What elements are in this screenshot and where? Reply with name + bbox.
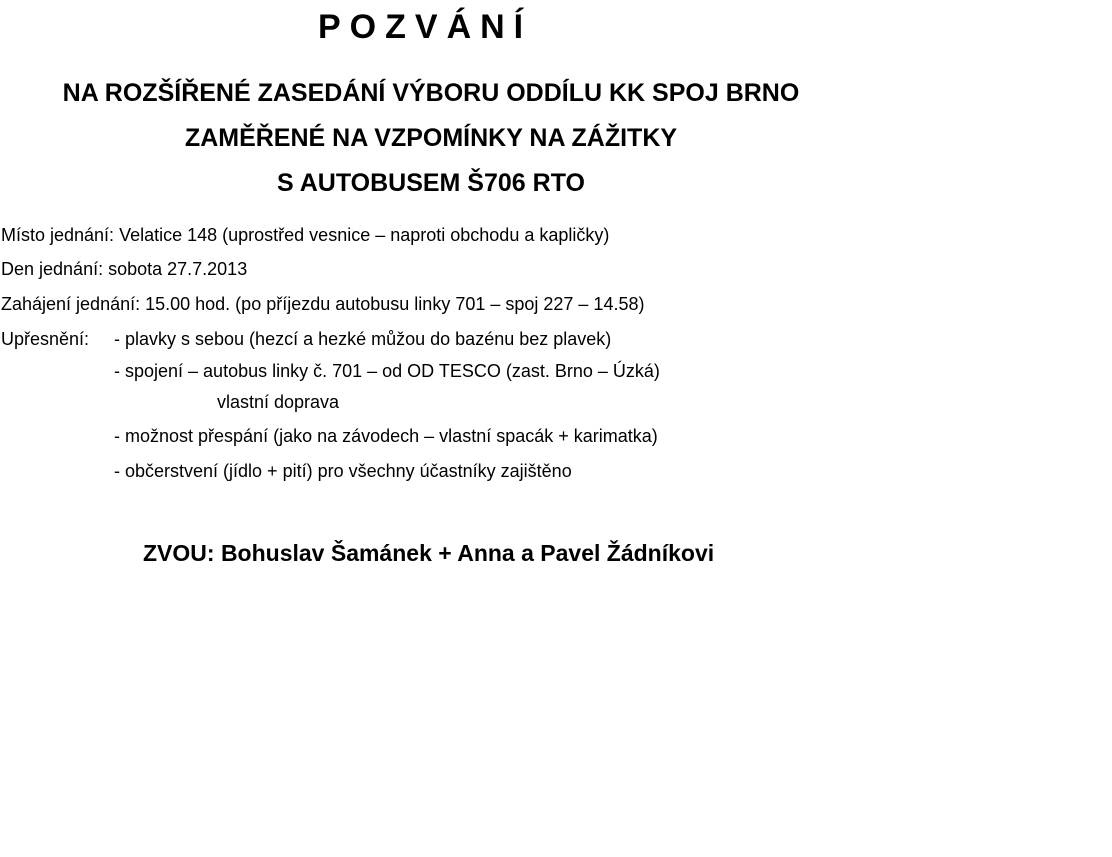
specification-item-continuation: vlastní doprava xyxy=(217,392,340,412)
meeting-date: Den jednání: sobota 27.7.2013 xyxy=(1,259,248,279)
signature: ZVOU: Bohuslav Šamánek + Anna a Pavel Žádníkovi xyxy=(143,540,715,566)
heading-line-3: S AUTOBUSEM Š706 RTO xyxy=(277,169,585,197)
heading-line-2: ZAMĚŘENÉ NA VZPOMÍNKY NA ZÁŽITKY xyxy=(184,124,678,152)
specification-item: - možnost přespání (jako na závodech – vlastní spacák + karimatka) xyxy=(114,426,658,446)
specification-item: - plavky s sebou (hezcí a hezké můžou do bazénu bez plavek) xyxy=(114,329,612,349)
document-title: POZVÁNÍ xyxy=(318,8,533,46)
meeting-start: Zahájení jednání: 15.00 hod. (po příjezdu autobusu linky 701 – spoj 227 – 14.58) xyxy=(1,294,645,314)
meeting-place: Místo jednání: Velatice 148 (uprostřed vesnice – naproti obchodu a kapličky) xyxy=(1,225,610,245)
heading-line-1: NA ROZŠÍŘENÉ ZASEDÁNÍ VÝBORU ODDÍLU KK SPOJ BRNO xyxy=(62,79,800,107)
specification-item: - občerstvení (jídlo + pití) pro všechny účastníky zajištěno xyxy=(114,461,572,481)
specification-item: - spojení – autobus linky č. 701 – od OD TESCO (zast. Brno – Úzká) xyxy=(114,361,660,381)
specification-label: Upřesnění: xyxy=(1,329,90,349)
